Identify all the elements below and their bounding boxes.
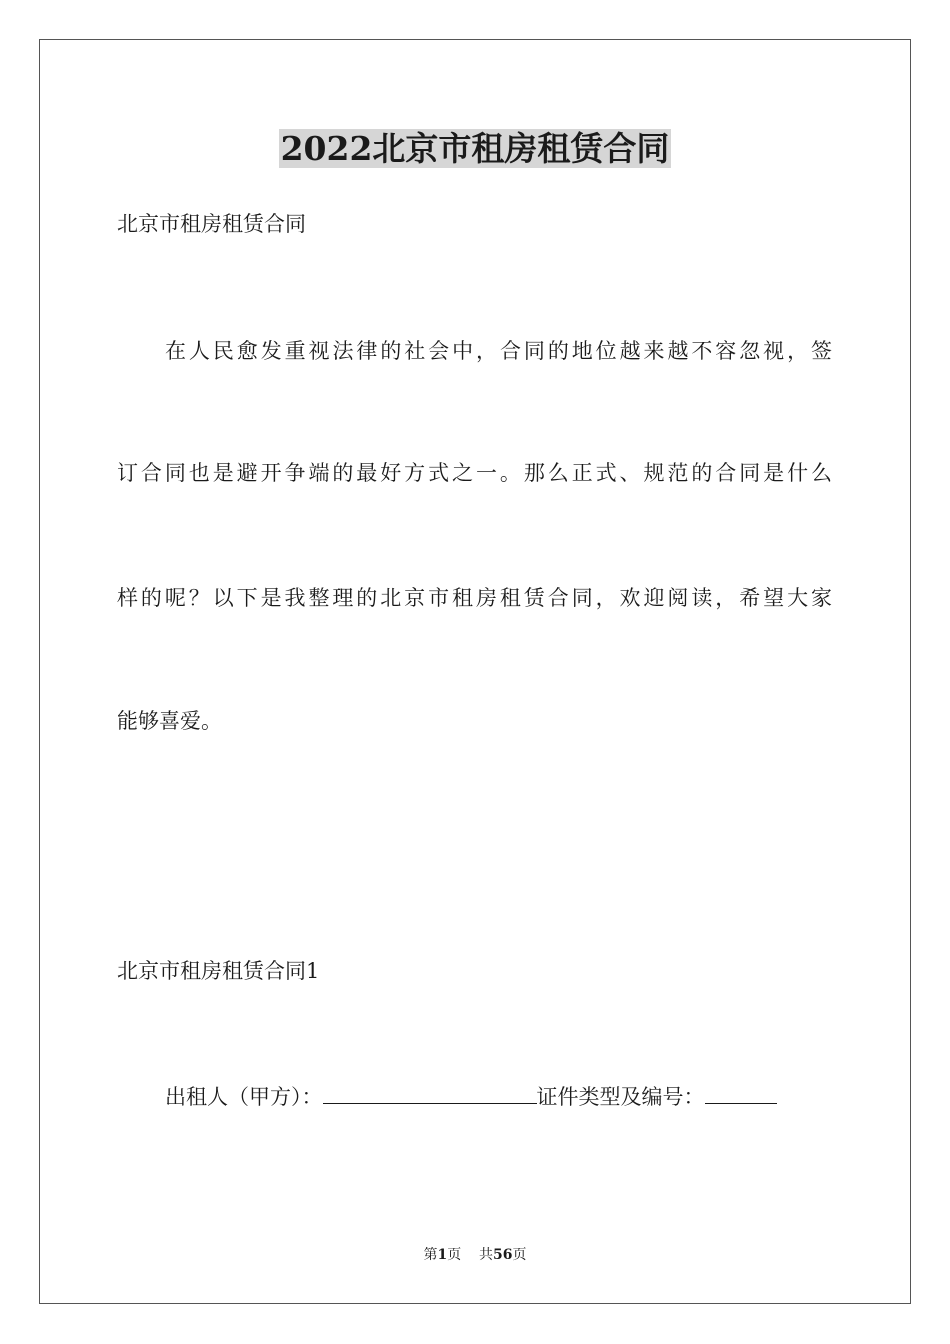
- footer-total-pages: 56: [493, 1247, 513, 1263]
- lessor-line: [165, 1081, 777, 1112]
- intro-line-1: 在人民愈发重视法律的社会中，合同的地位越来越不容忽视，签: [165, 339, 832, 363]
- lessor-name-blank[interactable]: [323, 1081, 537, 1104]
- footer-page-number: 1: [437, 1247, 448, 1263]
- id-type-label: 证件类型及编号：: [536, 1085, 705, 1109]
- lessor-label: 出租人（甲方）：: [165, 1085, 323, 1109]
- intro-line-2: 订合同也是避开争端的最好方式之一。那么正式、规范的合同是什么: [117, 461, 832, 485]
- footer-page-prefix: 第: [423, 1247, 438, 1263]
- footer-total-prefix: 共: [479, 1247, 494, 1263]
- footer-total-suffix: 页: [512, 1247, 527, 1263]
- section-heading: 北京市租房租赁合同1: [117, 959, 320, 983]
- intro-line-3: 样的呢？以下是我整理的北京市租房租赁合同，欢迎阅读，希望大家: [117, 586, 832, 610]
- document-subtitle: 北京市租房租赁合同: [117, 212, 306, 236]
- page-footer: [0, 1245, 950, 1265]
- id-number-blank[interactable]: [705, 1081, 777, 1104]
- document-title: [0, 128, 950, 170]
- document-title-text: 2022北京市租房租赁合同: [280, 129, 670, 168]
- intro-line-4: 能够喜爱。: [117, 709, 222, 733]
- footer-page-suffix: 页: [447, 1247, 462, 1263]
